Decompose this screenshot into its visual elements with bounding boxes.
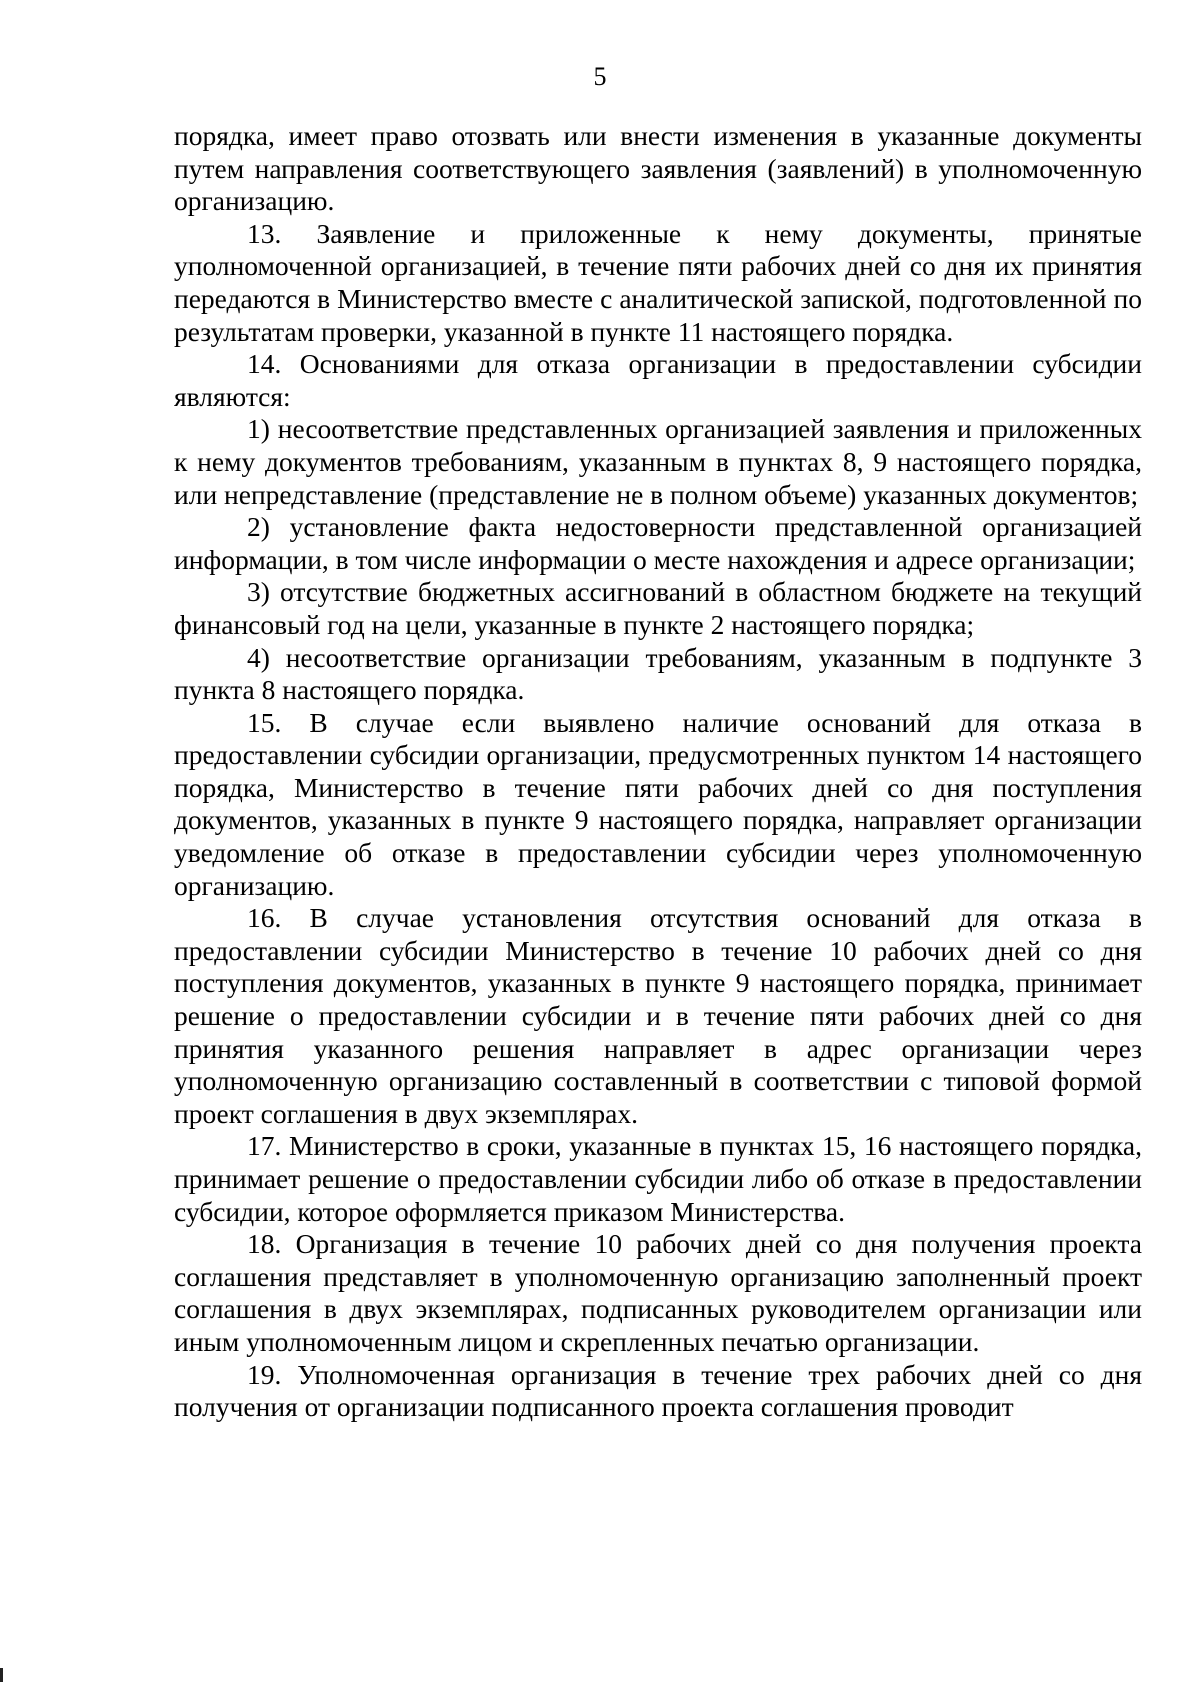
paragraph-14-item-1: 1) несоответствие представленных организацией заявления и приложенных к нему документов требованиям, указанным в пунктах 8, 9 настоящего порядка, или непредставление (представление не в полном объеме) указанных документов; bbox=[174, 413, 1142, 510]
paragraph-19: 19. Уполномоченная организация в течение трех рабочих дней со дня получения от организации подписанного проекта соглашения проводит bbox=[174, 1358, 1142, 1423]
paragraph-13: 13. Заявление и приложенные к нему документы, принятые уполномоченной организацией, в течение пяти рабочих дней со дня их принятия передаются в Министерство вместе с аналитической запиской, подготовленной по результатам проверки, указанной в пункте 11 настоящего порядка. bbox=[174, 217, 1142, 347]
paragraph-16: 16. В случае установления отсутствия оснований для отказа в предоставлении субсидии Министерство в течение 10 рабочих дней со дня поступления документов, указанных в пункте 9 настоящего порядка, принимает решение о предоставлении субсидии и в течение пяти рабочих дней со дня принятия указанного решения направляет в адрес организации через уполномоченную организацию составленный в соответствии с типовой формой проект соглашения в двух экземплярах. bbox=[174, 902, 1142, 1129]
document-body bbox=[174, 120, 1142, 1424]
paragraph-14-item-2: 2) установление факта недостоверности представленной организацией информации, в том числе информации о месте нахождения и адресе организации; bbox=[174, 511, 1142, 575]
page-number: 5 bbox=[593, 62, 607, 91]
paragraph-15: 15. В случае если выявлено наличие оснований для отказа в предоставлении субсидии организации, предусмотренных пунктом 14 настоящего порядка, Министерство в течение пяти рабочих дней со дня поступления документов, указанных в пункте 9 настоящего порядка, направляет организации уведомление об отказе в предоставлении субсидии через уполномоченную организацию. bbox=[174, 706, 1142, 901]
paragraph-14-item-3: 3) отсутствие бюджетных ассигнований в областном бюджете на текущий финансовый год на цели, указанные в пункте 2 настоящего порядка; bbox=[174, 576, 1142, 640]
paragraph-14-item-4: 4) несоответствие организации требованиям, указанным в подпункте 3 пункта 8 настоящего порядка. bbox=[174, 641, 1142, 706]
paragraph-17: 17. Министерство в сроки, указанные в пунктах 15, 16 настоящего порядка, принимает решение о предоставлении субсидии либо об отказе в предоставлении субсидии, которое оформляется приказом Министерства. bbox=[174, 1130, 1142, 1227]
scan-edge-mark bbox=[0, 1668, 3, 1682]
paragraph-14: 14. Основаниями для отказа организации в предоставлении субсидии являются: bbox=[174, 348, 1142, 412]
paragraph-continuation: порядка, имеет право отозвать или внести изменения в указанные документы путем направления соответствующего заявления (заявлений) в уполномоченную организацию. bbox=[174, 120, 1142, 217]
paragraph-18: 18. Организация в течение 10 рабочих дней со дня получения проекта соглашения представляет в уполномоченную организацию заполненный проект соглашения в двух экземплярах, подписанных руководителем организации или иным уполномоченным лицом и скрепленных печатью организации. bbox=[174, 1228, 1142, 1357]
